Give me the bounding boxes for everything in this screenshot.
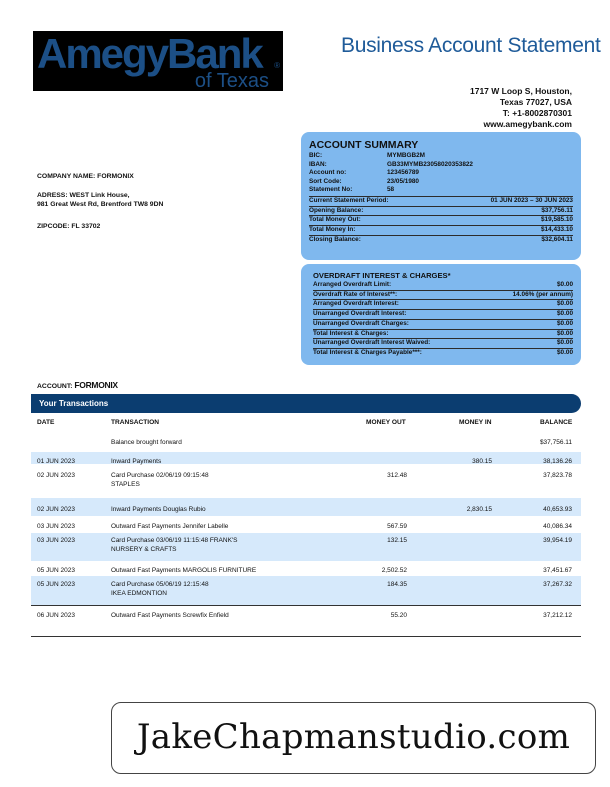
transaction-date: 05 JUN 2023 bbox=[37, 581, 75, 588]
transaction-description bbox=[111, 566, 256, 575]
summary-lines bbox=[309, 196, 573, 245]
transaction-description bbox=[111, 536, 238, 554]
overdraft-box bbox=[301, 264, 581, 365]
transaction-date: 06 JUN 2023 bbox=[37, 612, 75, 619]
overdraft-unarranged-interest: Unarranged Overdraft Interest: $0.00 bbox=[313, 310, 573, 320]
overdraft-total-payable: Total Interest & Charges Payable***: $0.00 bbox=[313, 348, 573, 356]
description-line-2: STAPLES bbox=[111, 481, 140, 488]
money-in-value: 2,830.15 bbox=[466, 506, 492, 513]
transaction-description bbox=[111, 457, 161, 466]
company-address bbox=[37, 191, 163, 209]
description-line: Card Purchase 05/06/19 12:15:48 bbox=[111, 581, 209, 588]
balance-value: 38,136.26 bbox=[543, 458, 572, 465]
transactions-header-bar bbox=[31, 394, 581, 413]
balance-value: $37,756.11 bbox=[539, 439, 572, 446]
col-header-transaction: TRANSACTION bbox=[111, 419, 159, 426]
transaction-description bbox=[111, 580, 209, 598]
logo-sub-text: of Texas bbox=[194, 70, 269, 91]
overdraft-total-charges: Total Interest & Charges: $0.00 bbox=[313, 330, 573, 340]
account-name: FORMONIX bbox=[74, 380, 118, 390]
summary-money-in: Total Money In: $14,433.10 bbox=[309, 226, 573, 236]
overdraft-unarranged-charges: Unarranged Overdraft Charges: $0.00 bbox=[313, 320, 573, 330]
table-divider bbox=[31, 605, 581, 606]
info-row-sort-code: Sort Code: 23/05/1980 bbox=[309, 177, 419, 185]
info-row-iban: IBAN: GB33MYMB23058020353822 bbox=[309, 160, 473, 168]
table-bottom-rule bbox=[31, 636, 581, 637]
balance-value: 37,823.78 bbox=[543, 472, 572, 479]
description-line: Inward Payments Douglas Rubio bbox=[111, 506, 206, 513]
description-line: Balance brought forward bbox=[111, 439, 182, 446]
description-line: Outward Fast Payments Screwfix Enfield bbox=[111, 612, 229, 619]
phone-line: T: +1-8002870301 bbox=[502, 108, 572, 118]
money-out-value: 132.15 bbox=[387, 537, 407, 544]
transaction-date: 02 JUN 2023 bbox=[37, 506, 75, 513]
bank-address bbox=[470, 86, 572, 130]
money-in-value: 380.15 bbox=[472, 458, 492, 465]
summary-closing-balance: Closing Balance: $32,604.11 bbox=[309, 235, 573, 243]
description-line: Outward Fast Payments Jennifer Labelle bbox=[111, 523, 229, 530]
summary-period: Current Statement Period: 01 JUN 2023 – 30 JUN 2023 bbox=[309, 197, 573, 207]
col-header-money-out: MONEY OUT bbox=[366, 419, 406, 426]
transaction-description bbox=[111, 471, 209, 489]
transactions-title: Your Transactions bbox=[39, 399, 109, 408]
col-header-date: DATE bbox=[37, 419, 55, 426]
company-name: COMPANY NAME: FORMONIX bbox=[37, 173, 134, 180]
logo-main-text: AmegyBank bbox=[37, 31, 262, 77]
transaction-date: 05 JUN 2023 bbox=[37, 567, 75, 574]
description-line-2: IKEA EDMONTION bbox=[111, 590, 167, 597]
account-info bbox=[309, 152, 573, 195]
col-header-money-in: MONEY IN bbox=[459, 419, 492, 426]
balance-value: 40,653.93 bbox=[543, 506, 572, 513]
logo-registered-mark: ® bbox=[274, 61, 280, 70]
transaction-date: 02 JUN 2023 bbox=[37, 472, 75, 479]
description-line: Card Purchase 02/06/19 09:15:48 bbox=[111, 472, 209, 479]
description-line: Outward Fast Payments MARGOLIS FURNITURE bbox=[111, 567, 257, 574]
description-line: Inward Payments bbox=[111, 458, 162, 465]
bank-logo bbox=[33, 31, 283, 91]
company-address-line-1: ADRESS: WEST Link House, bbox=[37, 192, 130, 199]
money-out-value: 567.59 bbox=[387, 523, 407, 530]
website-line: www.amegybank.com bbox=[483, 119, 572, 129]
balance-value: 39,954.19 bbox=[543, 537, 572, 544]
account-label: ACCOUNT: FORMONIX bbox=[37, 380, 118, 390]
col-header-balance: BALANCE bbox=[540, 419, 573, 426]
statement-title: Business Account Statement bbox=[341, 34, 601, 57]
balance-value: 37,267.32 bbox=[543, 581, 572, 588]
address-line: 1717 W Loop S, Houston, bbox=[469, 86, 572, 96]
money-out-value: 55.20 bbox=[390, 612, 407, 619]
transaction-date: 01 JUN 2023 bbox=[37, 458, 75, 465]
overdraft-rate: Overdraft Rate of Interest**: 14.06% (per annum) bbox=[313, 291, 573, 301]
info-row-bic: BIC: MYMBGB2M bbox=[309, 152, 425, 159]
description-line-2: NURSERY & CRAFTS bbox=[111, 546, 177, 553]
balance-value: 37,212.12 bbox=[543, 612, 572, 619]
money-out-value: 184.35 bbox=[387, 581, 407, 588]
overdraft-limit: Arranged Overdraft Limit: $0.00 bbox=[313, 281, 573, 291]
balance-value: 40,086.34 bbox=[543, 523, 572, 530]
transaction-description bbox=[111, 438, 182, 447]
watermark: JakeChapmanstudio.com bbox=[111, 702, 596, 774]
transaction-description bbox=[111, 505, 206, 514]
info-row-account-no: Account no: 123456789 bbox=[309, 169, 419, 177]
transaction-description bbox=[111, 611, 229, 620]
info-row-statement-no: Statement No: 58 bbox=[309, 186, 395, 194]
account-summary-title: ACCOUNT SUMMARY bbox=[309, 139, 419, 151]
overdraft-interest-waived: Unarranged Overdraft Interest Waived: $0.00 bbox=[313, 339, 573, 349]
description-line: Card Purchase 03/06/19 11:15:48 FRANK'S bbox=[111, 537, 238, 544]
overdraft-title: OVERDRAFT INTEREST & CHARGES* bbox=[313, 271, 451, 280]
company-zipcode: ZIPCODE: FL 33702 bbox=[37, 223, 101, 230]
summary-money-out: Total Money Out: $19,585.10 bbox=[309, 216, 573, 226]
transaction-date: 03 JUN 2023 bbox=[37, 523, 75, 530]
address-line: Texas 77027, USA bbox=[499, 97, 572, 107]
transaction-date: 03 JUN 2023 bbox=[37, 537, 75, 544]
company-address-line-2: 981 Great West Rd, Brentford TW8 9DN bbox=[37, 201, 164, 208]
account-summary-box bbox=[301, 132, 581, 260]
money-out-value: 2,502.52 bbox=[381, 567, 407, 574]
transaction-description bbox=[111, 522, 228, 531]
overdraft-arranged-interest: Arranged Overdraft Interest: $0.00 bbox=[313, 300, 573, 310]
money-out-value: 312.48 bbox=[387, 472, 407, 479]
summary-opening-balance: Opening Balance: $37,756.11 bbox=[309, 207, 573, 217]
balance-value: 37,451.67 bbox=[543, 567, 572, 574]
